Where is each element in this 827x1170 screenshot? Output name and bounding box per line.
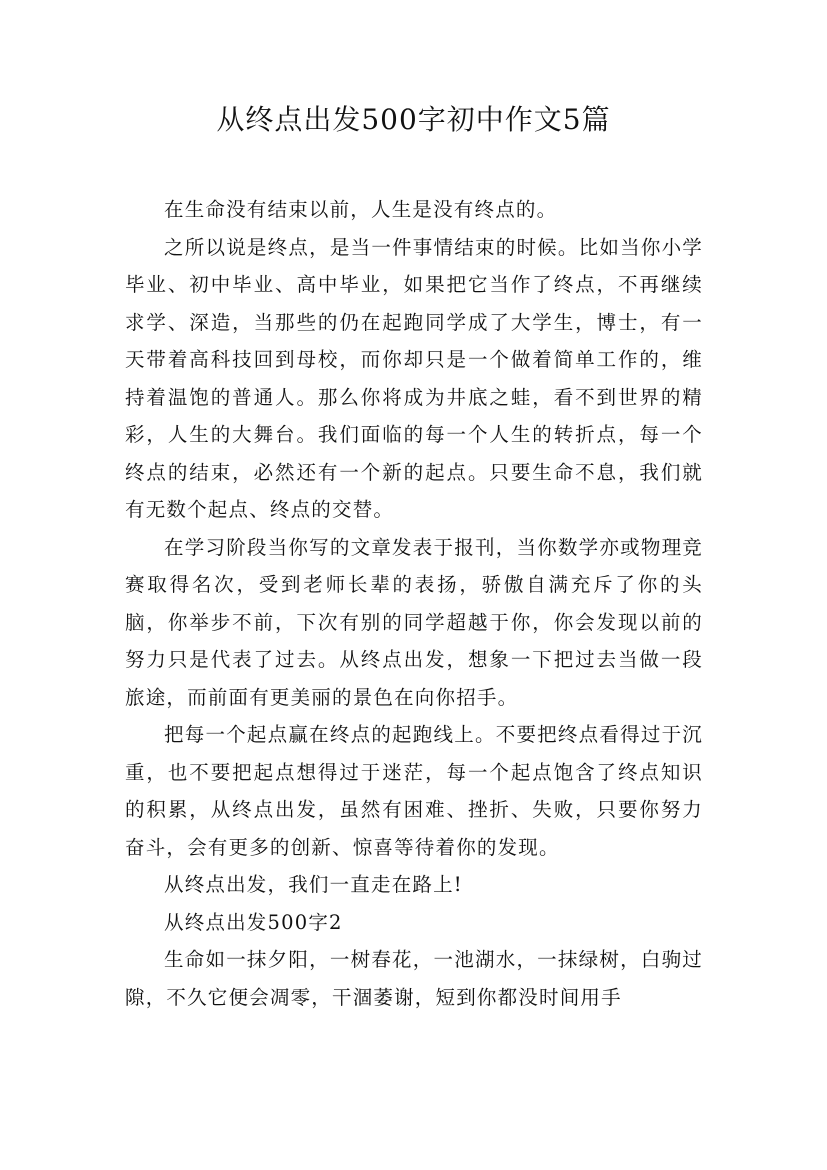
paragraph-2: 之所以说是终点，是当一件事情结束的时候。比如当你小学毕业、初中毕业、高中毕业，如果把它当作了终点，不再继续求学、深造，当那些的仍在起跑同学成了大学生，博士，有一天带着高科技回到母校，而你却只是一个做着简单工作的，维持着温饱的普通人。那么你将成为井底之蛙，看不到世界的精彩，人生的大舞台。我们面临的每一个人生的转折点，每一个终点的结束，必然还有一个新的起点。只要生命不息，我们就有无数个起点、终点的交替。 [125,235,703,521]
document-title: 从终点出发500字初中作文5篇 [216,103,611,136]
paragraph-3: 在学习阶段当你写的文章发表于报刊，当你数学亦或物理竞赛取得名次，受到老师长辈的表扬，骄傲自满充斥了你的头脑，你举步不前，下次有别的同学超越于你，你会发现以前的努力只是代表了过去。从终点出发，想象一下把过去当做一段旅途，而前面有更美丽的景色在向你招手。 [125,535,703,709]
paragraph-5: 从终点出发，我们一直走在路上! [164,873,463,896]
paragraph-1: 在生命没有结束以前，人生是没有终点的。 [164,198,558,221]
section-heading: 从终点出发500字2 [164,910,343,934]
document-body [125,191,703,1016]
paragraph-6: 生命如一抹夕阳，一树春花，一池湖水，一抹绿树，白驹过隙，不久它便会凋零，干涸萎谢，短到你都没时间用手 [125,948,703,1009]
paragraph-4: 把每一个起点赢在终点的起跑线上。不要把终点看得过于沉重，也不要把起点想得过于迷茫，每一个起点饱含了终点知识的积累，从终点出发，虽然有困难、挫折、失败，只要你努力奋斗，会有更多的创新、惊喜等待着你的发现。 [125,723,703,859]
